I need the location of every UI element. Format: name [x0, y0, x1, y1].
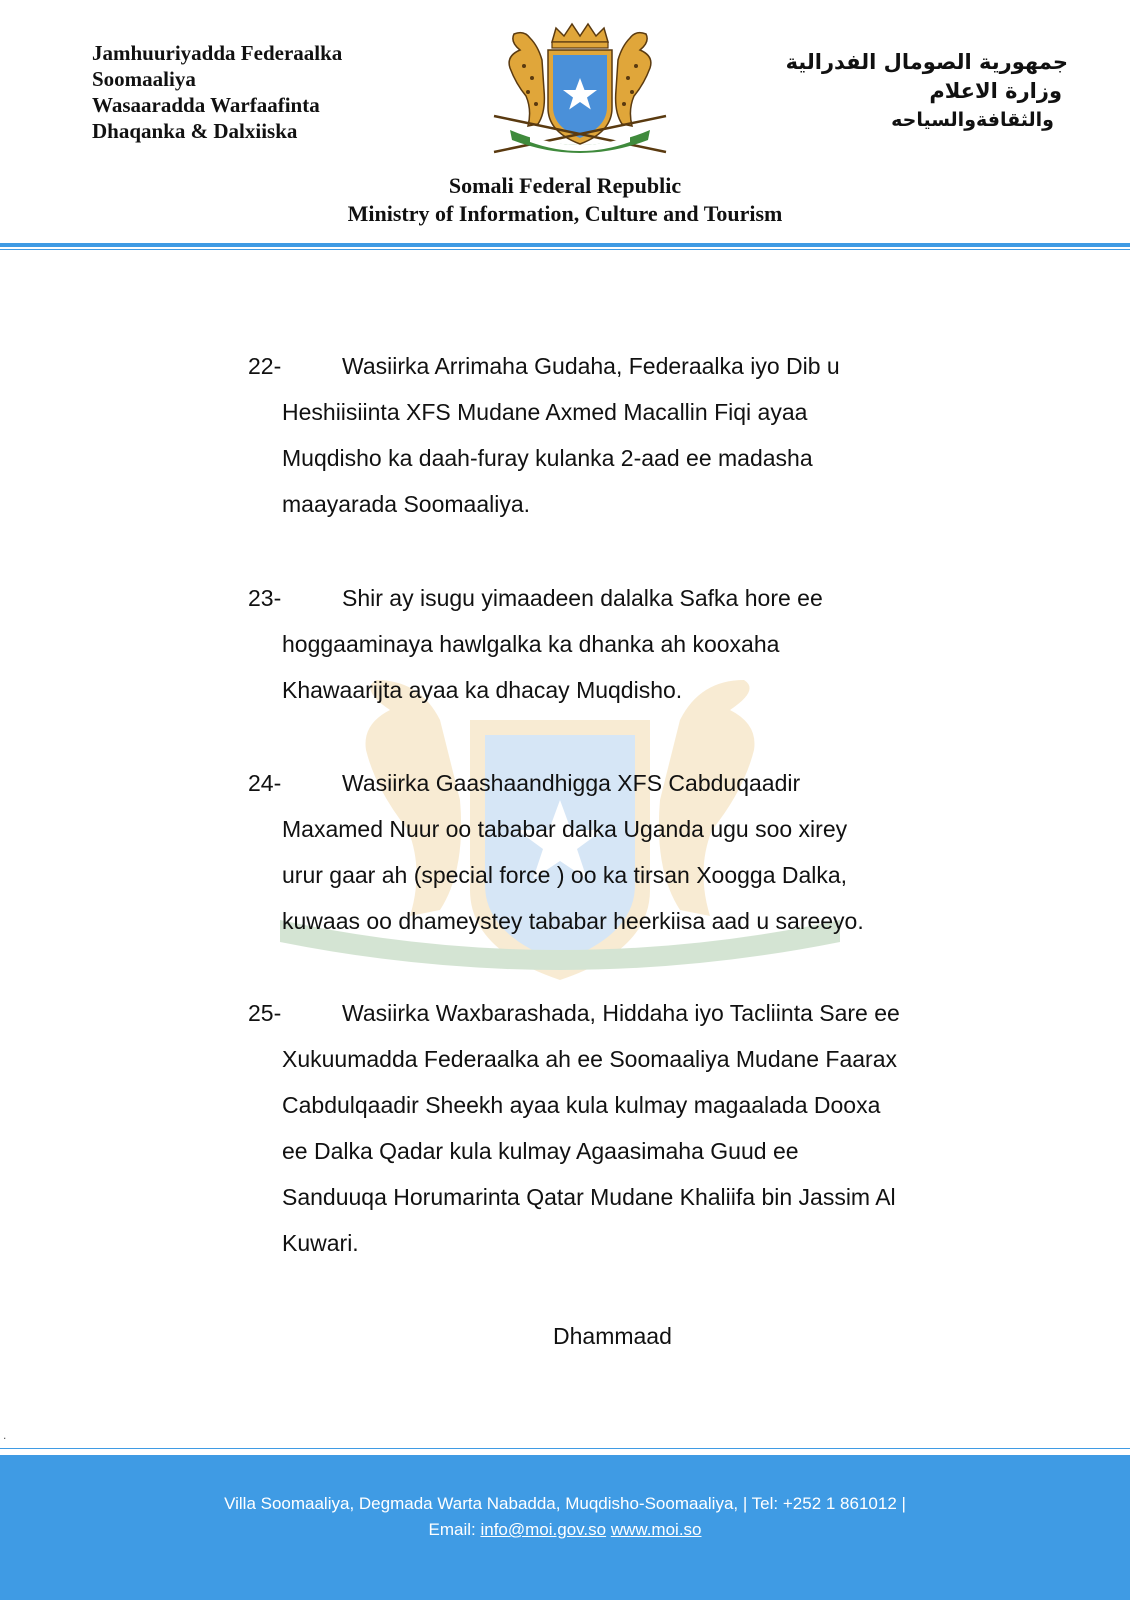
item-line: Cabdulqaadir Sheekh ayaa kula kulmay magaalada Dooxa — [282, 1092, 881, 1118]
closing-text: Dhammaad — [553, 1323, 672, 1349]
letterhead-somali-line: Jamhuuriyadda Federaalka — [92, 41, 343, 65]
news-item — [248, 760, 1008, 944]
letterhead-somali-line: Dhaqanka & Dalxiiska — [92, 119, 298, 143]
news-item — [248, 575, 1008, 713]
item-line: Shir ay isugu yimaadeen dalalka Safka hore ee — [342, 585, 823, 611]
website-link[interactable]: www.moi.so — [610, 1520, 702, 1539]
item-line: Khawaarijta ayaa ka dhacay Muqdisho. — [282, 677, 683, 703]
letterhead-arabic-line: جمهورية الصومال الفدرالية — [785, 50, 1068, 74]
stray-mark: . — [3, 1428, 7, 1442]
letterhead-arabic — [708, 48, 1068, 135]
email-link[interactable]: info@moi.gov.so — [480, 1520, 607, 1539]
item-line: maayarada Soomaaliya. — [282, 491, 531, 517]
header-divider — [0, 243, 1130, 247]
footer-address: Villa Soomaaliya, Degmada Warta Nabadda, Muqdisho-Soomaaliya, | Tel: +252 1 861012 | — [224, 1494, 906, 1513]
item-line: Maxamed Nuur oo tababar dalka Uganda ugu soo xirey — [282, 816, 848, 842]
item-number: 23- — [248, 585, 282, 611]
item-number: 22- — [248, 353, 282, 379]
letterhead-english — [0, 172, 1130, 228]
footer — [0, 1455, 1130, 1600]
item-line: Wasiirka Arrimaha Gudaha, Federaalka iyo Dib u — [342, 353, 840, 379]
ministry-name: Ministry of Information, Culture and Tourism — [347, 201, 783, 226]
item-line: Xukuumadda Federaalka ah ee Soomaaliya Mudane Faarax — [282, 1046, 897, 1072]
item-line: Heshiisiinta XFS Mudane Axmed Macallin Fiqi ayaa — [282, 399, 808, 425]
item-line: kuwaas oo dhameystey tababar heerkiisa aad u sareeyo. — [282, 908, 864, 934]
header-divider-thin — [0, 249, 1130, 250]
letterhead-arabic-line: والثقافةوالسياحه — [891, 109, 1054, 131]
item-line: urur gaar ah (special force ) oo ka tirsan Xoogga Dalka, — [282, 862, 848, 888]
item-line: Muqdisho ka daah-furay kulanka 2-aad ee madasha — [282, 445, 813, 471]
item-line: Wasiirka Waxbarashada, Hiddaha iyo Tacliinta Sare ee — [342, 1000, 900, 1026]
letterhead-somali — [92, 40, 342, 144]
letterhead-somali-line: Soomaaliya — [92, 67, 196, 91]
letterhead-arabic-line: وزارة الاعلام — [929, 79, 1062, 103]
news-item — [248, 343, 1008, 527]
coat-of-arms-icon — [480, 20, 680, 160]
item-number: 24- — [248, 770, 282, 796]
item-number: 25- — [248, 1000, 282, 1026]
item-line: Sanduuqa Horumarinta Qatar Mudane Khaliifa bin Jassim Al — [282, 1184, 896, 1210]
news-item — [248, 990, 1008, 1266]
republic-name: Somali Federal Republic — [448, 173, 682, 198]
item-line: Wasiirka Gaashaandhigga XFS Cabduqaadir — [342, 770, 801, 796]
email-label: Email: — [428, 1520, 476, 1539]
footer-divider — [0, 1448, 1130, 1449]
letterhead-somali-line: Wasaaradda Warfaafinta — [92, 93, 320, 117]
item-line: Kuwari. — [282, 1230, 359, 1256]
item-line: hoggaaminaya hawlgalka ka dhanka ah kooxaha — [282, 631, 780, 657]
footer-contact — [0, 1517, 1130, 1543]
item-line: ee Dalka Qadar kula kulmay Agaasimaha Guud ee — [282, 1138, 799, 1164]
